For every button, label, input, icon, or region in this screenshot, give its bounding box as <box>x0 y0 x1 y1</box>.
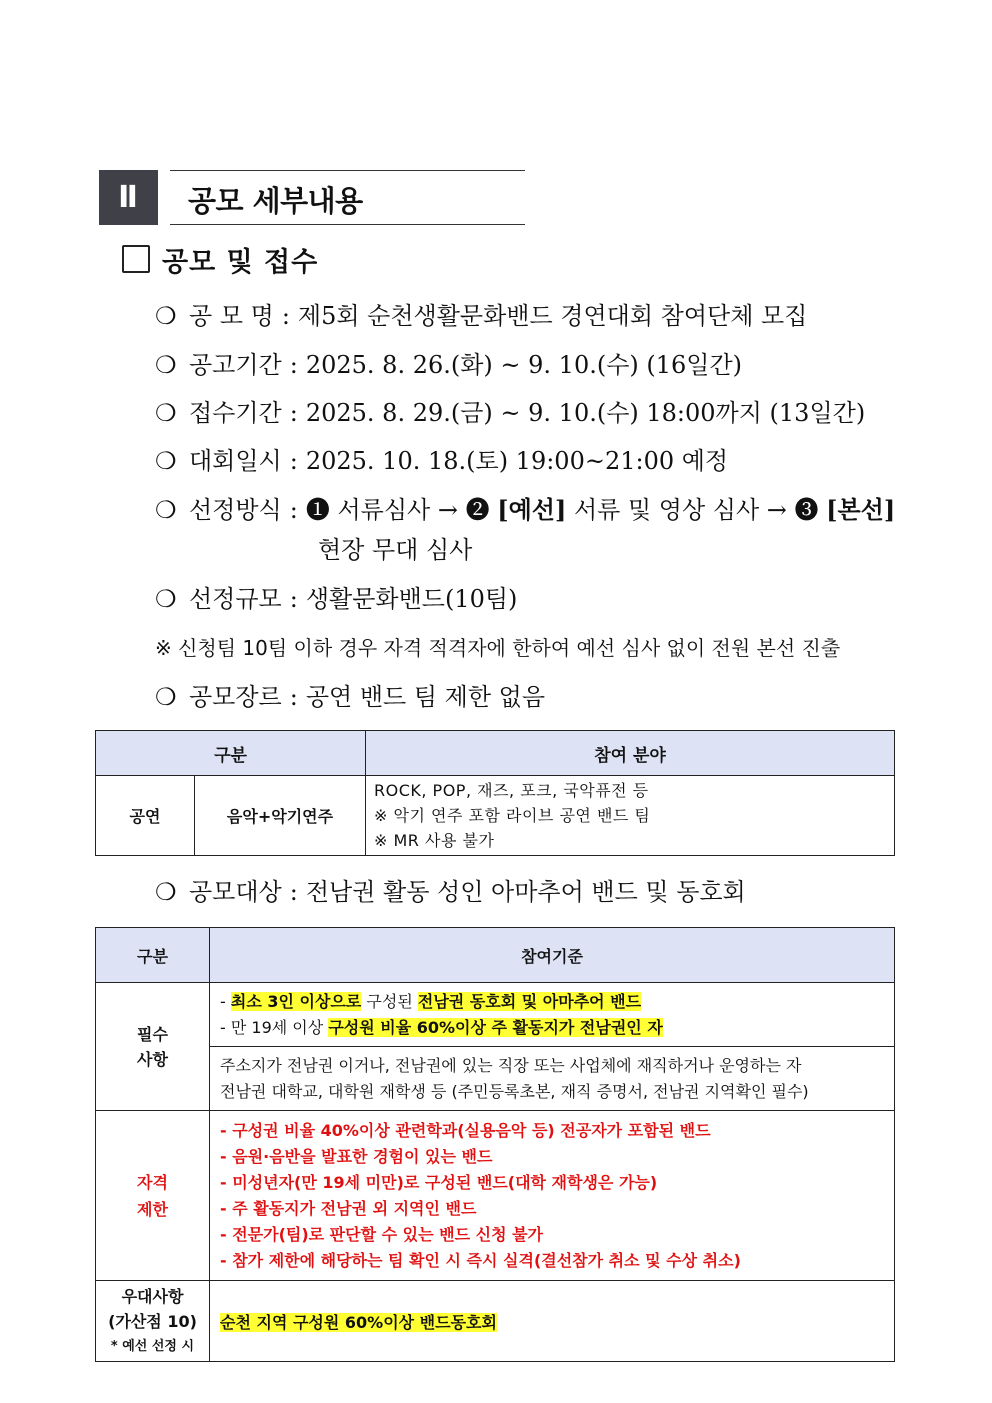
table-header: 구분 <box>96 731 366 776</box>
genre-fields: ROCK, POP, 재즈, 포크, 국악퓨전 등 ※ 악기 연주 포함 라이브 공연 밴드 팀 ※ MR 사용 불가 <box>366 776 895 856</box>
item-genre: ❍ 공모장르 : 공연 밴드 팀 제한 없음 <box>155 683 546 711</box>
bullet-icon: ❍ <box>155 878 177 906</box>
checkbox-square-icon <box>122 245 150 273</box>
preference-label: 우대사항 (가산점 10) * 예선 선정 시 <box>96 1281 210 1362</box>
item-title: ❍ 공 모 명 : 제5회 순천생활문화밴드 경연대회 참여단체 모집 <box>155 302 808 330</box>
criteria-table <box>95 927 895 1362</box>
bullet-icon: ❍ <box>155 683 177 711</box>
table-header: 참여기준 <box>210 928 895 983</box>
restriction-label: 자격 제한 <box>96 1111 210 1281</box>
item-selection-scale: ❍ 선정규모 : 생활문화밴드(10팀) <box>155 585 518 613</box>
required-label: 필수 사항 <box>96 983 210 1111</box>
bullet-icon: ❍ <box>155 447 177 475</box>
selection-method-continuation: 현장 무대 심사 <box>318 536 473 564</box>
table-header: 참여 분야 <box>366 731 895 776</box>
notice-text: ※ 신청팀 10팀 이하 경우 자격 적격자에 한하여 예선 심사 없이 전원 본선 진출 <box>155 636 841 660</box>
step-one-icon: ❶ <box>305 496 338 524</box>
bullet-icon: ❍ <box>155 351 177 379</box>
step-three-icon: ❸ <box>794 496 827 524</box>
required-conditions-b: 주소지가 전남권 이거나, 전남권에 있는 직장 또는 사업체에 재직하거나 운영하는 자 전남권 대학교, 대학원 재학생 등 (주민등록초본, 재직 증명서, 전남권 지역확인 필수) <box>210 1047 895 1111</box>
subsection-title: 공모 및 접수 <box>162 247 319 278</box>
item-target: ❍ 공모대상 : 전남권 활동 성인 아마추어 밴드 및 동호회 <box>155 878 746 906</box>
section-number-badge: Ⅱ <box>99 170 158 225</box>
table-header: 구분 <box>96 928 210 983</box>
item-receipt-period: ❍ 접수기간 : 2025. 8. 29.(금) ~ 9. 10.(수) 18:00까지 (13일간) <box>155 399 866 427</box>
item-announce-period: ❍ 공고기간 : 2025. 8. 26.(화) ~ 9. 10.(수) (16일간) <box>155 351 743 379</box>
genre-table <box>95 730 895 856</box>
bullet-icon: ❍ <box>155 496 177 524</box>
genre-subcategory: 음악+악기연주 <box>195 776 366 856</box>
step-two-icon: ❷ <box>465 496 498 524</box>
section-title: 공모 세부내용 <box>188 184 363 218</box>
bullet-icon: ❍ <box>155 585 177 613</box>
bullet-icon: ❍ <box>155 302 177 330</box>
section-title-box <box>170 170 525 225</box>
required-conditions-a: - 최소 3인 이상으로 구성된 전남권 동호회 및 아마추어 밴드 - 만 19세 이상 구성원 비율 60%이상 주 활동지가 전남권인 자 <box>210 983 895 1047</box>
bullet-icon: ❍ <box>155 399 177 427</box>
restriction-conditions: - 구성권 비율 40%이상 관련학과(실용음악 등) 전공자가 포함된 밴드 - 음원·음반을 발표한 경험이 있는 밴드 - 미성년자(만 19세 미만)로 구성된 밴드(대학 재학생은 가능) - 주 활동지가 전남권 외 지역인 밴드 - 전문가(팀)로 판단할 수 있는 밴드 신청 불가 - 참가 제한에 해당하는 팀 확인 시 즉시 실격(결선참가 취소 및 수상 취소) <box>210 1111 895 1281</box>
preference-value: 순천 지역 구성원 60%이상 밴드동호회 <box>210 1281 895 1362</box>
genre-category: 공연 <box>96 776 195 856</box>
item-event-date: ❍ 대회일시 : 2025. 10. 18.(토) 19:00~21:00 예정 <box>155 447 729 475</box>
item-selection-method: ❍ 선정방식 : ❶ 서류심사 → ❷ [예선] 서류 및 영상 심사 → ❸ [본선] <box>155 495 896 524</box>
